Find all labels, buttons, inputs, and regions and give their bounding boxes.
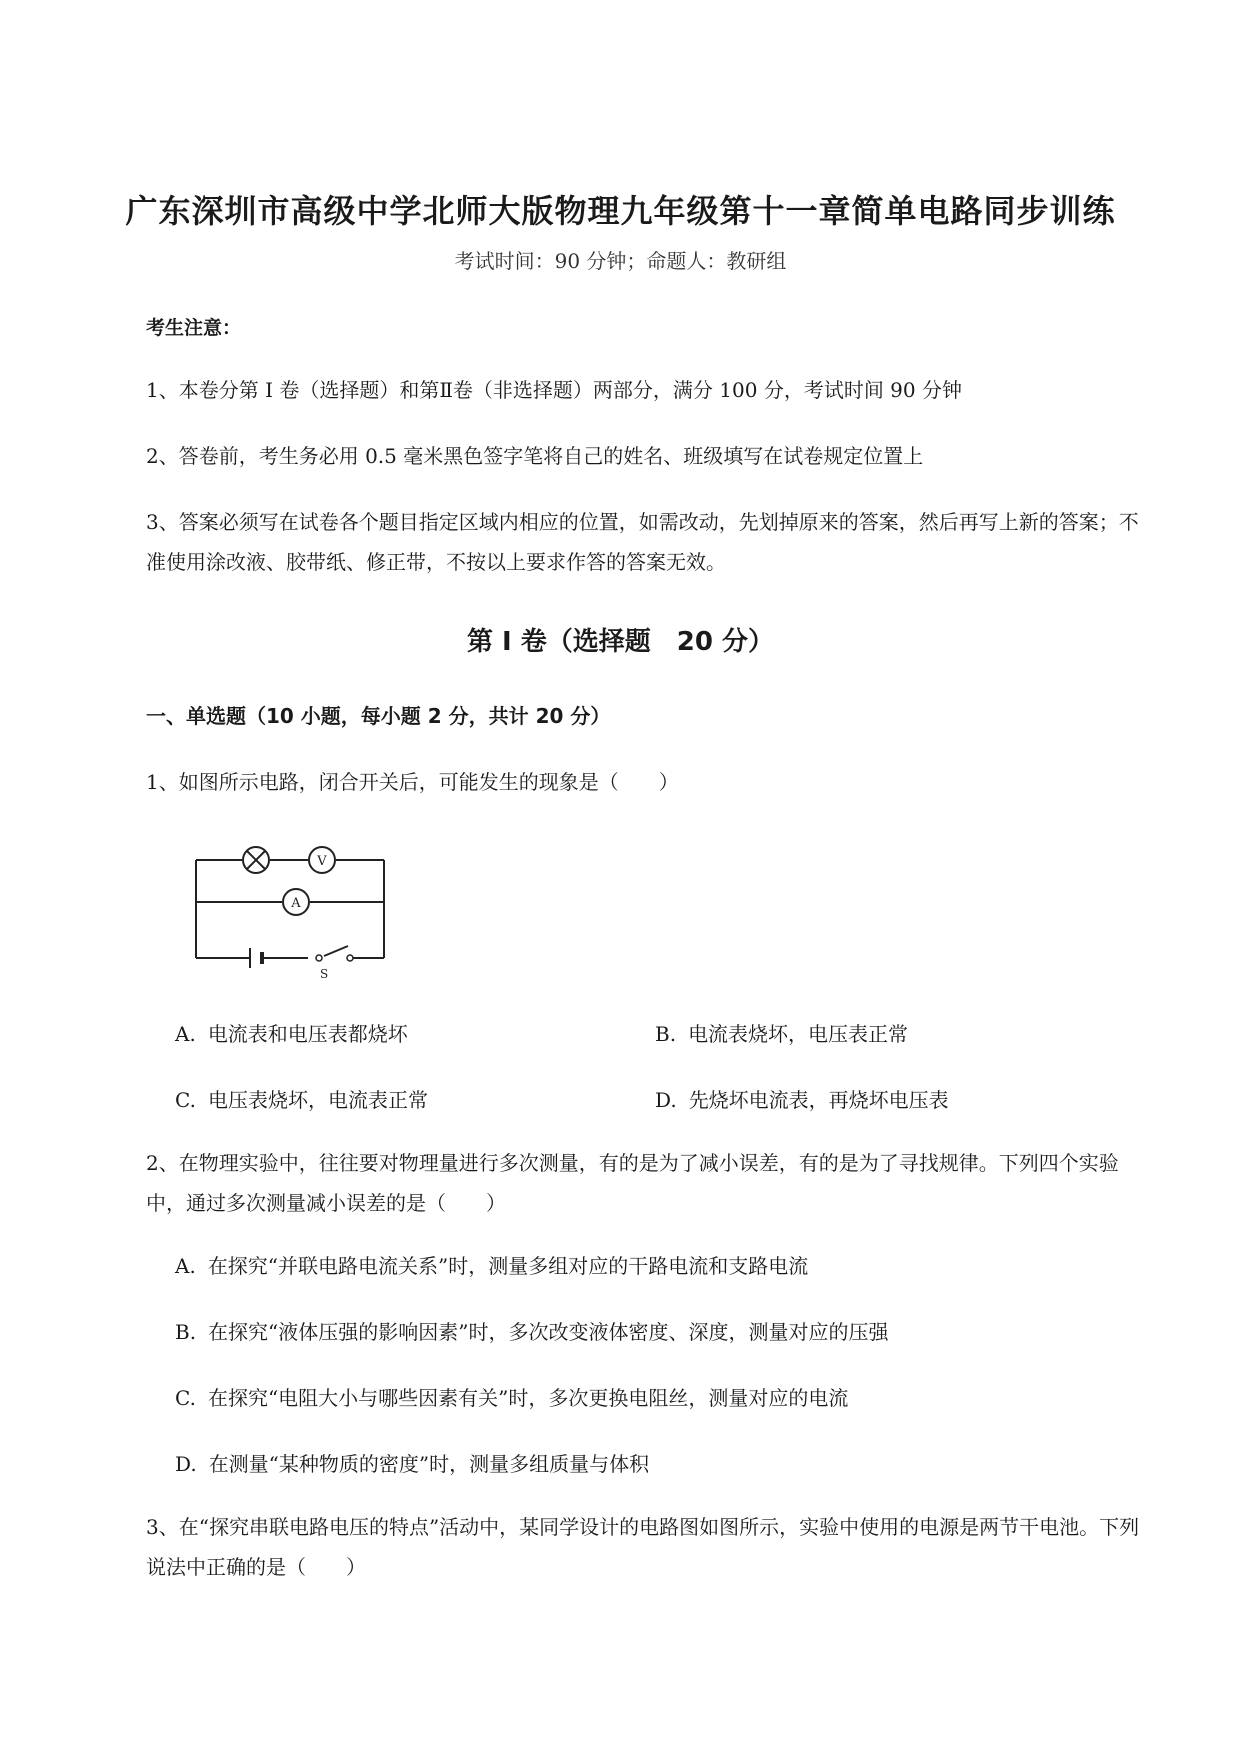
circuit-diagram [190,838,400,981]
option-text: 先烧坏电流表，再烧坏电压表 [688,1088,949,1112]
option-text: 在测量“某种物质的密度”时，测量多组质量与体积 [208,1452,650,1476]
ammeter-icon [283,889,309,915]
option-key: D. [655,1088,677,1112]
notice-item: 1、本卷分第 I 卷（选择题）和第Ⅱ卷（非选择题）两部分，满分 100 分，考试时间 90 分钟 [146,378,962,402]
option-a[interactable] [175,1250,808,1279]
voltmeter-icon [309,847,335,873]
option-key: B. [655,1022,677,1046]
question-2-stem: 2、在物理实验中，往往要对物理量进行多次测量，有的是为了减小误差，有的是为了寻找规律。下列四个实验中，通过多次测量减小误差的是（ ） [146,1151,1119,1215]
switch-label: S [320,967,329,981]
option-text: 电流表和电压表都烧坏 [207,1022,408,1046]
option-text: 电流表烧坏，电压表正常 [688,1022,909,1046]
notice-item: 3、答案必须写在试卷各个题目指定区域内相应的位置，如需改动，先划掉原来的答案，然后再写上新的答案；不准使用涂改液、胶带纸、修正带，不按以上要求作答的答案无效。 [146,510,1139,574]
option-b[interactable] [655,1018,908,1047]
option-c[interactable] [175,1382,848,1411]
sub-section-heading: 一、单选题（10 小题，每小题 2 分，共计 20 分） [146,704,611,728]
option-text: 在探究“电阻大小与哪些因素有关”时，多次更换电阻丝，测量对应的电流 [207,1386,849,1410]
option-key: C. [175,1088,196,1112]
option-key: D. [175,1452,197,1476]
lamp-icon [243,847,269,873]
option-key: A. [175,1022,196,1046]
battery-icon [250,948,262,968]
option-text: 在探究“并联电路电流关系”时，测量多组对应的干路电流和支路电流 [207,1254,809,1278]
question-3-stem: 3、在“探究串联电路电压的特点”活动中，某同学设计的电路图如图所示，实验中使用的电源是两节干电池。下列说法中正确的是（ ） [146,1515,1140,1579]
notice-heading: 考生注意： [146,317,242,339]
option-d[interactable] [655,1084,949,1113]
notice-item: 2、答卷前，考生务必用 0.5 毫米黑色签字笔将自己的姓名、班级填写在试卷规定位置上 [146,444,924,468]
option-d[interactable] [175,1448,649,1477]
option-key: C. [175,1386,196,1410]
option-a[interactable] [175,1018,408,1047]
document-title: 广东深圳市高级中学北师大版物理九年级第十一章简单电路同步训练 [125,192,1116,230]
ammeter-label: A [291,896,301,911]
option-key: A. [175,1254,196,1278]
option-c[interactable] [175,1084,428,1113]
option-text: 电压表烧坏，电流表正常 [207,1088,428,1112]
switch-icon [316,955,353,981]
voltmeter-label: V [317,854,327,869]
option-b[interactable] [175,1316,889,1345]
option-key: B. [175,1320,197,1344]
option-text: 在探究“液体压强的影响因素”时，多次改变液体密度、深度，测量对应的压强 [208,1320,889,1344]
exam-info: 考试时间：90 分钟；命题人：教研组 [454,249,787,273]
question-1-stem: 1、如图所示电路，闭合开关后，可能发生的现象是（ ） [146,770,679,794]
section-title: 第 I 卷（选择题 20 分） [466,627,774,657]
